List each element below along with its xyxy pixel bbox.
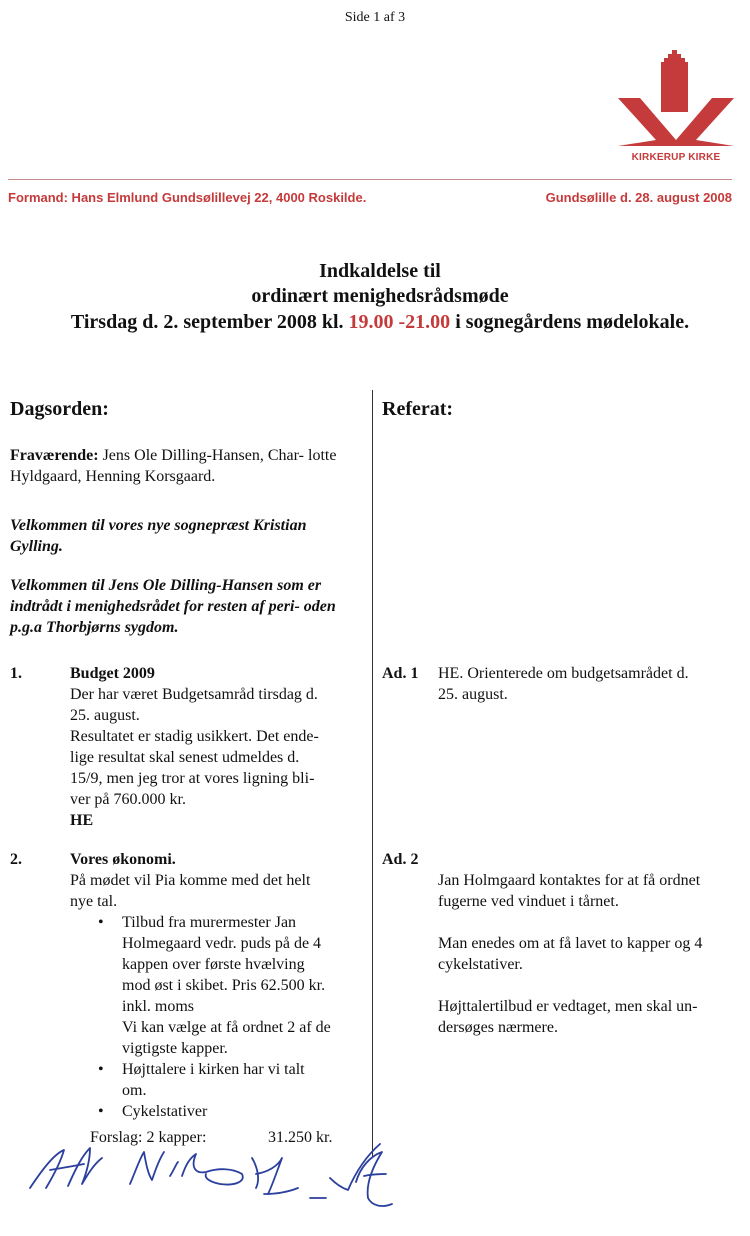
minutes-heading: Referat: [382, 398, 454, 420]
item-1-line: Der har været Budgetsamråd tirsdag d. [70, 686, 318, 703]
absent-paragraph [10, 445, 360, 487]
logo-caption: KIRKERUP KIRKE [631, 152, 721, 163]
item-2-title: Vores økonomi. [70, 851, 176, 868]
bullet-speakers: • Højttalere i kirken har vi talt om. [90, 1059, 370, 1101]
welcome-member: Velkommen til Jens Ole Dilling-Hansen som er indtrådt i menighedsrådet for resten af peri- oden p.g.a Thorbjørns sygdom. [10, 577, 336, 636]
item-1-line: 15/9, men jeg tror at vores ligning bli- [70, 770, 315, 787]
page-number: Side 1 af 3 [344, 10, 406, 25]
chairman-address: Formand: Hans Elmlund Gundsølillevej 22, 4000 Roskilde. [8, 190, 367, 205]
header-rule [8, 179, 732, 180]
proposal-label: Forslag: 2 kapper: [90, 1129, 207, 1146]
bullet-masonry-offer: • Tilbud fra murermester Jan Holmegaard vedr. puds på de 4 kappen over første hvælving mod øst i skibet. Pris 62.500 kr. inkl. moms Vi kan vælge at få ordnet 2 af de vigtigste kapper. [90, 912, 370, 1059]
item-1-initials: HE [70, 812, 94, 829]
ad-2-paragraph-1: Jan Holmgaard kontaktes for at få ordnet fugerne ved vinduet i tårnet. [438, 872, 701, 910]
ad-2-paragraph-3: Højttalertilbud er vedtaget, men skal un- dersøges nærmere. [438, 998, 698, 1036]
item-2-intro: nye tal. [70, 893, 118, 910]
ad-1-text: HE. Orienterede om budgetsamrådet d. 25. august. [438, 665, 689, 703]
title-line-3 [0, 310, 750, 335]
item-1-line: lige resultat skal senest udmeldes d. [70, 749, 300, 766]
ad-2-label: Ad. 2 [382, 851, 419, 868]
item-2-number: 2. [10, 851, 22, 868]
absent-label: Fraværende: [10, 447, 99, 464]
title-location: i sognegårdens mødelokale. [455, 311, 690, 333]
agenda-heading: Dagsorden: [10, 398, 109, 420]
title-line-2: ordinært menighedsrådsmøde [251, 285, 509, 307]
title-time: 19.00 -21.00 [348, 311, 451, 333]
proposal-amount: 31.250 kr. [268, 1129, 333, 1146]
item-1-line: ver på 760.000 kr. [70, 791, 186, 808]
item-2-intro: På mødet vil Pia komme med det helt [70, 872, 311, 889]
item-1-line: 25. august. [70, 707, 140, 724]
ad-1-label: Ad. 1 [382, 665, 419, 682]
item-2-block [70, 849, 370, 912]
absent-names: Jens Ole Dilling-Hansen, Char- lotte Hyldgaard, Henning Korsgaard. [10, 447, 337, 485]
item-1-number: 1. [10, 665, 22, 682]
place-date: Gundsølille d. 28. august 2008 [545, 190, 732, 205]
ad-2-paragraph-2: Man enedes om at få lavet to kapper og 4 cykelstativer. [438, 935, 703, 973]
handwritten-signatures [20, 1128, 520, 1228]
title-line-1: Indkaldelse til [319, 260, 441, 282]
item-1-title: Budget 2009 [70, 665, 155, 682]
welcome-priest: Velkommen til vores nye sognepræst Kristian Gylling. [10, 517, 307, 555]
kirkerup-kirke-logo [616, 48, 736, 166]
item-2-bullets [90, 912, 370, 1122]
item-1-block [70, 663, 370, 831]
title-date: Tirsdag d. 2. september 2008 kl. [70, 311, 344, 333]
item-1-line: Resultatet er stadig usikkert. Det ende- [70, 728, 319, 745]
column-divider [372, 390, 373, 1158]
bullet-bike-racks: • Cykelstativer [90, 1101, 370, 1122]
